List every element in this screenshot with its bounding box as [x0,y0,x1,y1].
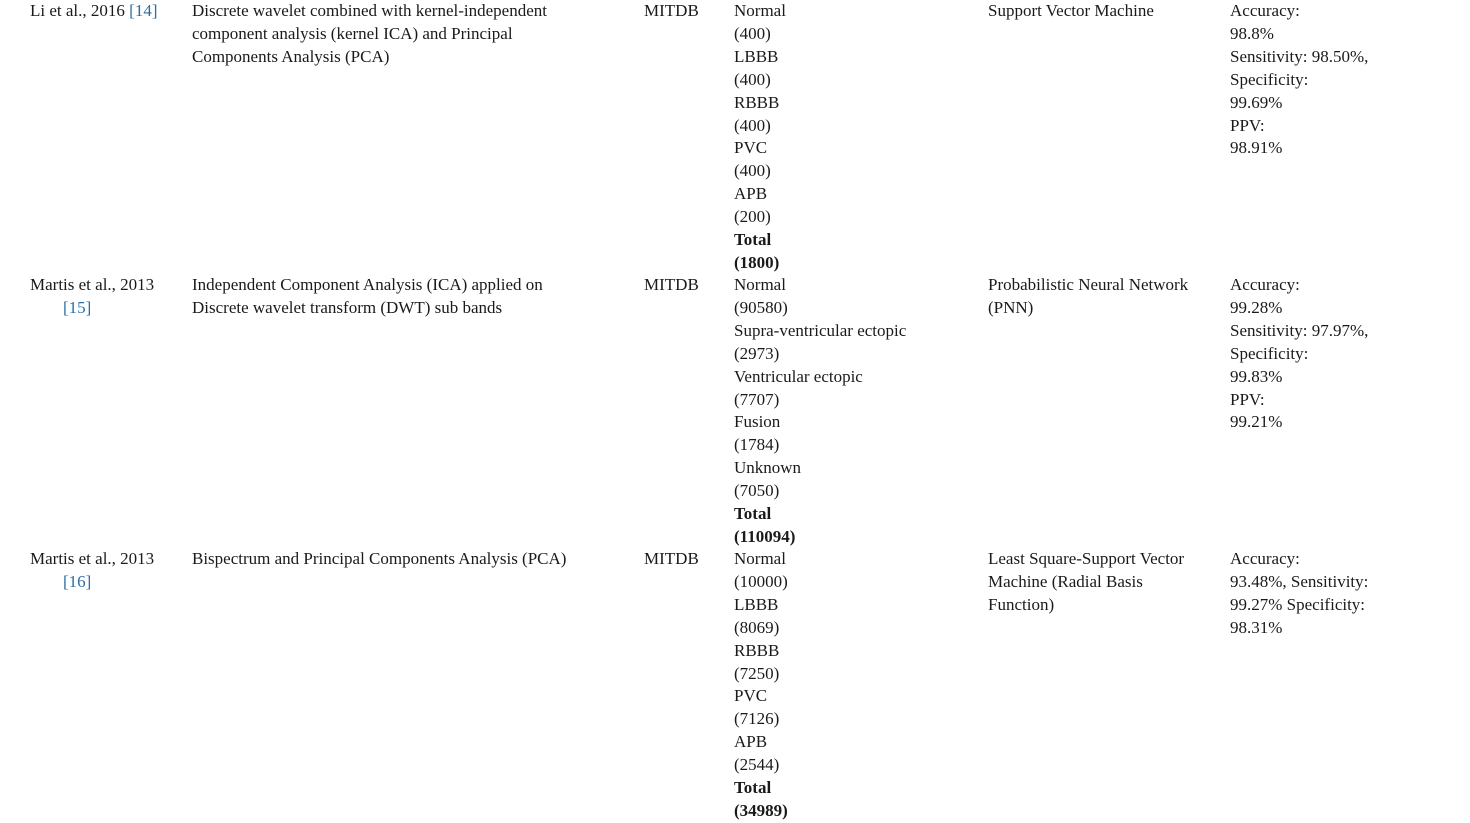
performance-line: 99.28% [1230,297,1283,317]
class-label: APB [734,184,768,204]
total-count: (34989) [734,800,788,820]
performance-line: Specificity: [1230,343,1309,363]
method-description [192,0,547,69]
classifier-line: Machine (Radial Basis [988,571,1143,591]
study-author-year: Li et al., 2016 [30,1,125,20]
study-citation [30,0,157,23]
total-label: Total [734,504,772,524]
class-label: APB [734,732,768,752]
study-citation [30,274,154,320]
class-count: (400) [734,69,771,89]
class-label: RBBB [734,92,780,112]
classifier [988,0,1154,23]
method-description [192,548,566,571]
class-label: RBBB [734,640,780,660]
performance-line: PPV: [1230,389,1265,409]
total-label: Total [734,778,772,798]
method-line: component analysis (kernel ICA) and Principal [192,23,513,43]
study-citation-line [30,0,157,23]
study-ref-line [30,297,154,320]
classifier-line: Support Vector Machine [988,1,1154,20]
performance-line: Sensitivity: 98.50%, [1230,46,1369,66]
performance-line: Sensitivity: 97.97%, [1230,320,1369,340]
method-line: Discrete wavelet transform (DWT) sub bands [192,297,503,317]
database [644,274,699,297]
performance-line: PPV: [1230,115,1265,135]
method-line: Bispectrum and Principal Components Analysis (PCA) [192,549,567,568]
class-count: (1784) [734,435,780,455]
class-count: (7707) [734,389,780,409]
database [644,0,699,23]
performance [1230,274,1368,434]
performance-line: Specificity: [1230,69,1309,89]
class-count: (400) [734,161,771,181]
performance-line: 99.21% [1230,412,1283,432]
database [644,548,699,571]
class-count: (200) [734,207,771,227]
class-count: (7050) [734,481,780,501]
database-name: MITDB [644,275,699,294]
method-line: Discrete wavelet combined with kernel-independent [192,1,547,20]
database-name: MITDB [644,549,699,568]
reference-link[interactable]: [16] [63,571,92,591]
class-list [734,548,788,823]
study-citation [30,548,154,594]
class-count: (7126) [734,709,780,729]
class-list [734,0,786,275]
classifier-line: Least Square-Support Vector [988,549,1185,568]
performance [1230,0,1368,160]
classifier [988,548,1184,617]
classifier [988,274,1188,320]
study-author-year: Martis et al., 2013 [30,275,155,294]
class-count: (2973) [734,343,780,363]
class-count: (90580) [734,297,788,317]
class-label: Normal [734,275,786,294]
class-count: (2544) [734,755,780,775]
class-count: (400) [734,23,771,43]
performance-line: 99.83% [1230,366,1283,386]
class-label: Normal [734,1,786,20]
class-count: (7250) [734,663,780,683]
method-description [192,274,543,320]
study-ref-line [30,571,154,594]
performance-line: Accuracy: [1230,1,1300,20]
performance-line: 98.31% [1230,617,1283,637]
performance-line: 93.48%, Sensitivity: [1230,571,1369,591]
reference-link[interactable]: [14] [129,1,158,20]
class-count: (8069) [734,617,780,637]
class-label: Unknown [734,458,802,478]
performance [1230,548,1368,640]
performance-line: 99.69% [1230,92,1283,112]
performance-line: Accuracy: [1230,549,1300,568]
performance-line: 98.91% [1230,138,1283,158]
class-label: Ventricular ectopic [734,366,863,386]
class-label: LBBB [734,594,779,614]
class-label: Normal [734,549,786,568]
total-count: (110094) [734,526,796,546]
study-author-year: Martis et al., 2013 [30,549,155,568]
performance-line: 99.27% Specificity: [1230,594,1366,614]
classifier-line: (PNN) [988,297,1034,317]
class-label: Supra-ventricular ectopic [734,320,907,340]
class-label: PVC [734,686,768,706]
method-line: Independent Component Analysis (ICA) applied on [192,275,543,294]
total-label: Total [734,230,772,250]
classifier-line: Function) [988,594,1055,614]
database-name: MITDB [644,1,699,20]
class-label: Fusion [734,412,781,432]
classifier-line: Probabilistic Neural Network [988,275,1189,294]
class-count: (10000) [734,571,788,591]
class-label: LBBB [734,46,779,66]
class-label: PVC [734,138,768,158]
method-line: Components Analysis (PCA) [192,46,390,66]
reference-link[interactable]: [15] [63,297,92,317]
class-list [734,274,906,549]
performance-line: 98.8% [1230,23,1274,43]
total-count: (1800) [734,252,780,272]
performance-line: Accuracy: [1230,275,1300,294]
class-count: (400) [734,115,771,135]
